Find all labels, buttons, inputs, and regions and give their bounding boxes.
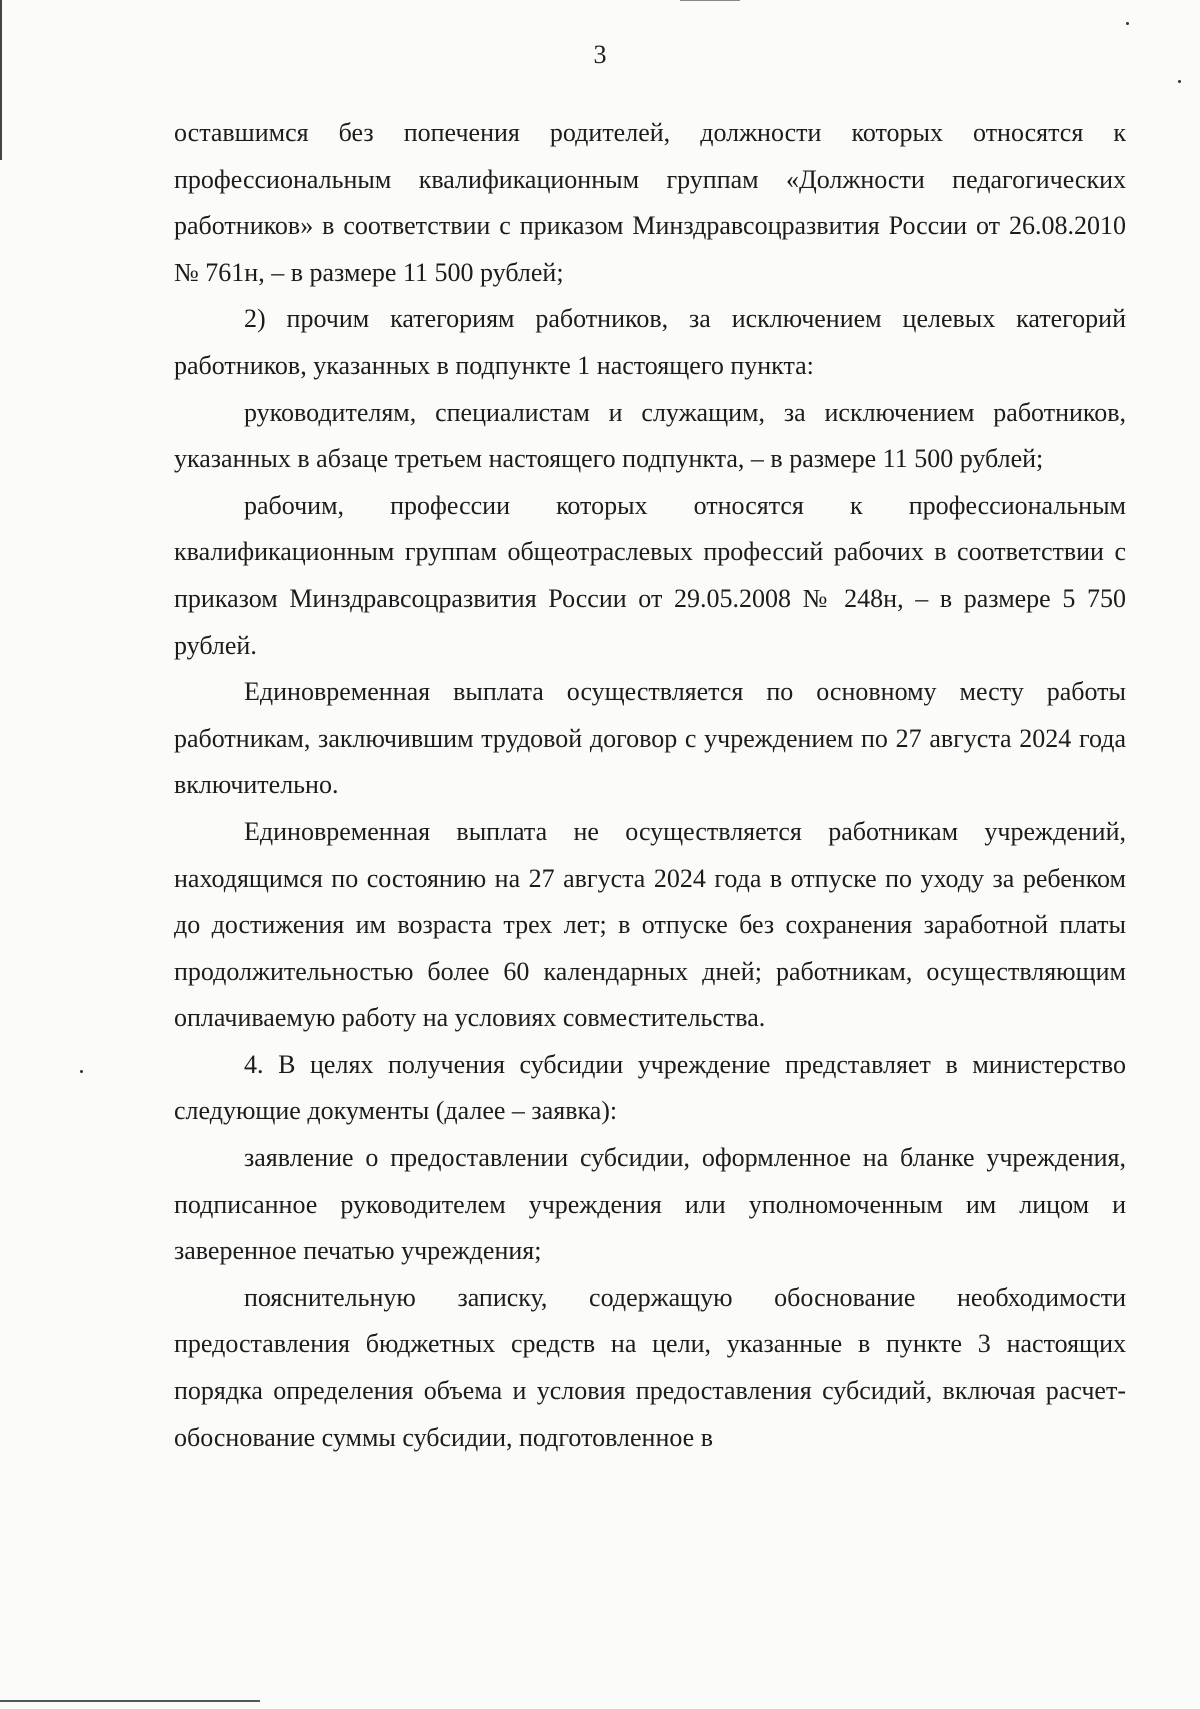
- scan-edge-left: [0, 0, 2, 160]
- paragraph: руководителям, специалистам и служащим, за исключением работников, указанных в абзаце третьем настоящего подпункта, – в размере 11 500 рублей;: [174, 397, 1126, 474]
- scan-speck: [1126, 22, 1129, 25]
- paragraph: 4. В целях получения субсидии учреждение представляет в министерство следующие документы (далее – заявка):: [174, 1049, 1126, 1126]
- paragraph: 2) прочим категориям работников, за исключением целевых категорий работников, указанных в подпункте 1 настоящего пункта:: [174, 304, 1126, 380]
- page-number: 3: [593, 40, 607, 69]
- paragraph: Единовременная выплата не осуществляется работникам учреждений, находящимся по состоянию на 27 августа 2024 года в отпуске по уходу за ребенком до достижения им возраста трех лет; в отпуске без сохранения заработной платы продолжительностью более 60 календарных дней; работникам, осуществляющим оплачиваемую работу на условиях совместительства.: [174, 816, 1126, 1033]
- scan-edge-top: [680, 0, 740, 1]
- paragraph: Единовременная выплата осуществляется по основному месту работы работникам, заключившим трудовой договор с учреждением по 27 августа 2024 года включительно.: [174, 677, 1126, 800]
- paragraph: рабочим, профессии которых относятся к профессиональным квалификационным группам общеотраслевых профессий рабочих в соответствии с приказом Минздравсоцразвития России от 29.05.2008 № 248н, – в размере 5 750 рублей.: [174, 490, 1126, 660]
- paragraph: заявление о предоставлении субсидии, оформленное на бланке учреждения, подписанное руководителем учреждения или уполномоченным им лицом и заверенное печатью учреждения;: [174, 1143, 1126, 1266]
- paragraph: оставшимся без попечения родителей, должности которых относятся к профессиональным квалификационным группам «Должности педагогических работников» в соответствии с приказом Минздравсоцразвития России от 26.08.2010 № 761н, – в размере 11 500 рублей;: [174, 118, 1126, 287]
- scan-speck: [80, 1070, 83, 1073]
- paragraph: пояснительную записку, содержащую обоснование необходимости предоставления бюджетных средств на цели, указанные в пункте 3 настоящих порядка определения объема и условия предоставления субсидий, включая расчет-обоснование суммы субсидии, подготовленное в: [174, 1282, 1126, 1452]
- scan-edge-bottom: [0, 1700, 260, 1702]
- document-body: [174, 110, 1126, 1461]
- scan-speck: [1178, 80, 1181, 83]
